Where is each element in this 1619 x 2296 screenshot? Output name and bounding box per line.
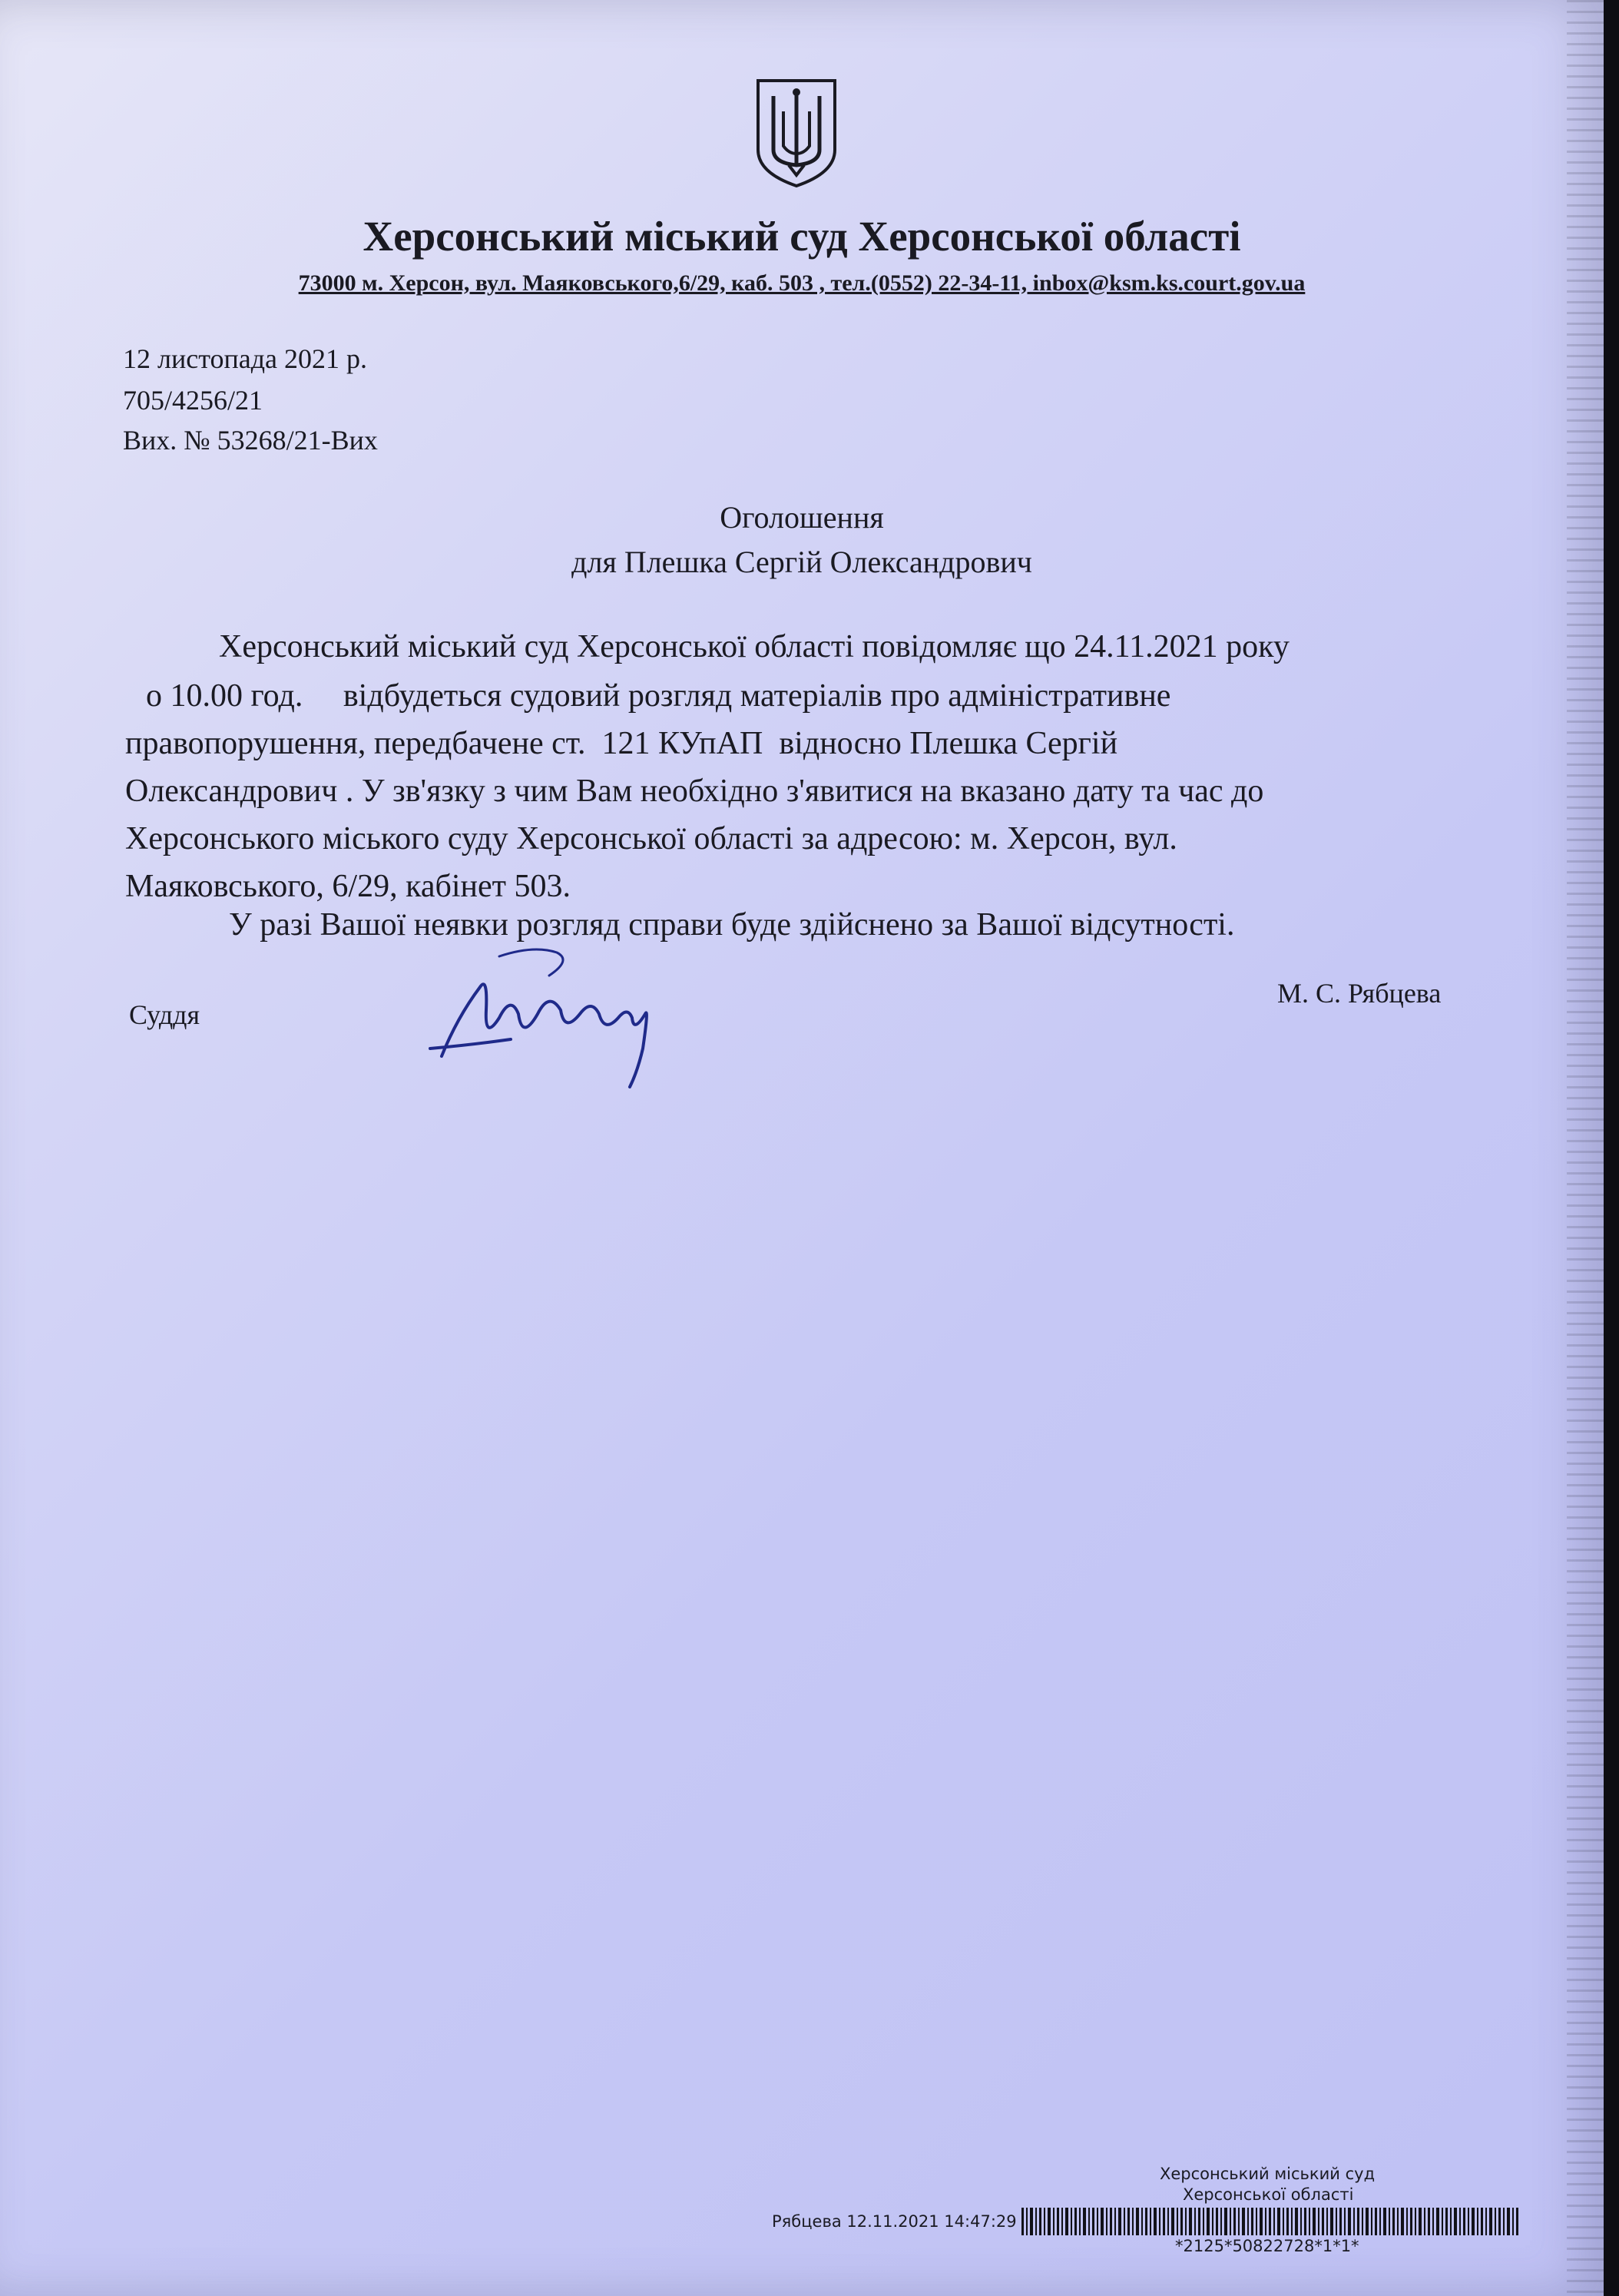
body-line-4: Олександрович . У зв'язку з чим Вам необхідно з'явитися на вказано дату та час до xyxy=(125,774,1264,809)
body-line-7: У разі Вашої неявки розгляд справи буде здійснено за Вашої відсутності. xyxy=(229,907,1235,943)
notice-heading: Оголошення xyxy=(720,500,884,535)
court-address: 73000 м. Херсон, вул. Маяковського,6/29, каб. 503 , тел.(0552) 22-34-11, inbox@ksm.ks.court.gov.ua xyxy=(298,270,1306,296)
stamp-registration: Рябцева 12.11.2021 14:47:29 xyxy=(772,2212,1017,2231)
body-line-3: правопорушення, передбачене ст. 121 КУпАП відносно Плешка Сергій xyxy=(125,726,1118,761)
barcode-text: *2125*50822728*1*1* xyxy=(1175,2237,1359,2255)
body-line-1: Херсонський міський суд Херсонської області повідомляє що 24.11.2021 року xyxy=(219,629,1290,664)
handwritten-signature xyxy=(426,941,672,1095)
stamp-court-line-1: Херсонський міський суд xyxy=(1160,2165,1376,2183)
stamp-court-line-2: Херсонської області xyxy=(1183,2185,1354,2204)
signer-name: М. С. Рябцева xyxy=(1277,978,1442,1009)
outgoing-number: Вих. № 53268/21-Вих xyxy=(123,425,378,456)
document-date: 12 листопада 2021 р. xyxy=(123,343,368,374)
court-title: Херсонський міський суд Херсонської області xyxy=(363,213,1241,260)
body-line-2: о 10.00 год. відбудеться судовий розгляд матеріалів про адміністративне xyxy=(146,678,1171,714)
notice-recipient: для Плешка Сергій Олександрович xyxy=(571,545,1032,579)
body-line-6: Маяковського, 6/29, кабінет 503. xyxy=(125,869,571,904)
barcode-icon xyxy=(1021,2208,1521,2235)
body-line-5: Херсонського міського суду Херсонської області за адресою: м. Херсон, вул. xyxy=(125,821,1177,856)
scan-edge-shadow xyxy=(1567,0,1604,2296)
signer-role: Суддя xyxy=(129,999,200,1030)
case-number: 705/4256/21 xyxy=(123,385,263,416)
coat-of-arms-icon xyxy=(754,77,839,188)
